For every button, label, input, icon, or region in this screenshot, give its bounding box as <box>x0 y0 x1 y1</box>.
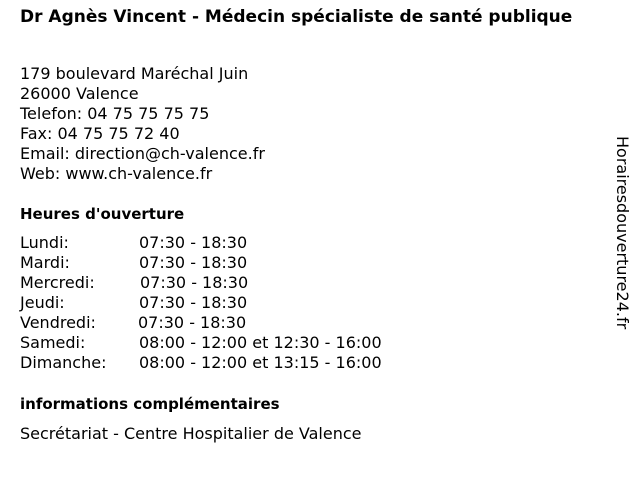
day-label: Samedi: <box>20 333 86 352</box>
day-label: Jeudi: <box>20 293 65 312</box>
contact-block <box>20 64 265 184</box>
fax-number: Fax: 04 75 75 72 40 <box>20 124 180 143</box>
additional-info-heading: informations complémentaires <box>20 395 280 413</box>
additional-info-text: Secrétariat - Centre Hospitalier de Valence <box>20 424 362 443</box>
email-address: Email: direction@ch-valence.fr <box>20 144 265 163</box>
day-label: Lundi: <box>20 233 69 252</box>
time-range: 07:30 - 18:30 <box>139 233 248 252</box>
phone-number: Telefon: 04 75 75 75 75 <box>20 104 210 123</box>
address-street: 179 boulevard Maréchal Juin <box>20 64 249 83</box>
opening-hours-heading: Heures d'ouverture <box>20 205 185 223</box>
page-title: Dr Agnès Vincent - Médecin spécialiste de santé publique <box>20 7 573 27</box>
site-watermark: Horairesdouverture24.fr <box>613 136 632 330</box>
day-label: Dimanche: <box>20 353 107 372</box>
time-range: 08:00 - 12:00 et 13:15 - 16:00 <box>139 353 382 372</box>
website-url: Web: www.ch-valence.fr <box>20 164 213 183</box>
day-label: Mardi: <box>20 253 70 272</box>
time-range: 07:30 - 18:30 <box>139 253 248 272</box>
time-range: 07:30 - 18:30 <box>140 273 249 292</box>
time-range: 08:00 - 12:00 et 12:30 - 16:00 <box>139 333 382 352</box>
address-city: 26000 Valence <box>20 84 139 103</box>
day-label: Vendredi: <box>20 313 96 332</box>
time-range: 07:30 - 18:30 <box>139 293 248 312</box>
time-range: 07:30 - 18:30 <box>138 313 247 332</box>
day-label: Mercredi: <box>20 273 95 292</box>
